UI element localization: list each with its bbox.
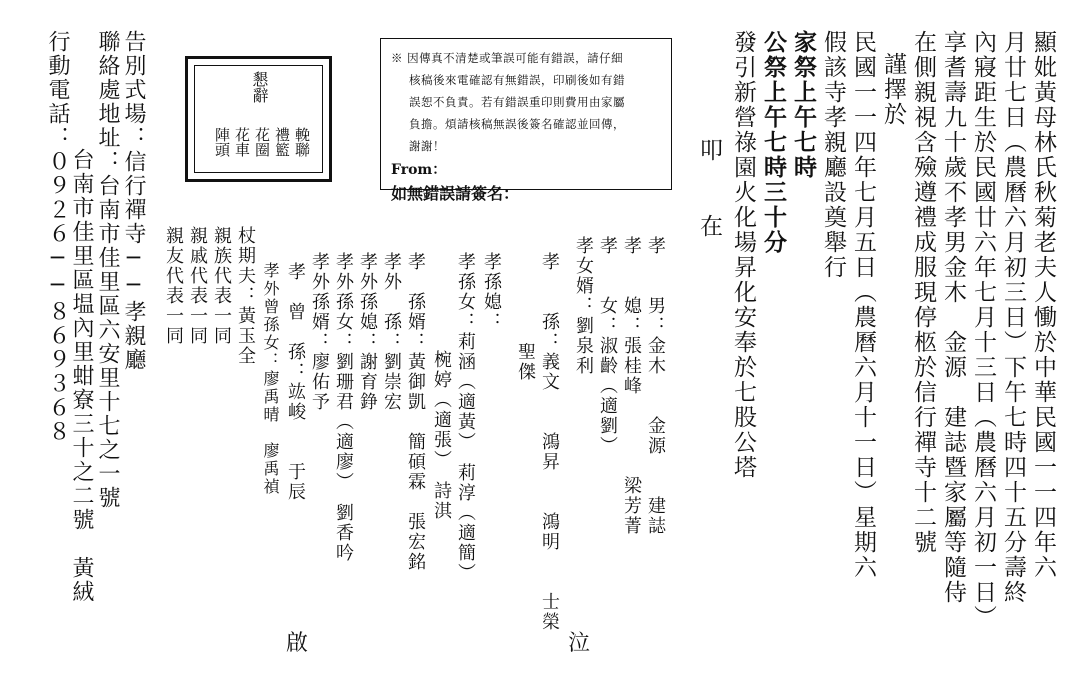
from-label: From：	[391, 162, 447, 178]
venue: 告別式場：信行禪寺──孝親廳	[121, 30, 146, 372]
notice-line: ※ 因傳真不清楚或筆誤可能有錯誤，請仔細	[391, 51, 624, 65]
mourner-great-grandsons: 孝 曾 孫：竑峻 于辰	[285, 262, 306, 502]
mourner-granddaughters-2: 椀婷（適張） 詩淇	[431, 350, 452, 521]
mourner-daughters-in-law: 孝 媳：張桂峰 梁芳菁	[621, 236, 642, 536]
decline-title: 懇辭	[250, 71, 269, 103]
mourner-ext-great-granddaughters: 孝外曾孫女：廖禹晴 廖禹禎	[261, 262, 280, 496]
decline-box	[185, 56, 332, 182]
main-text-col-6: 謹擇於	[880, 52, 906, 127]
address-line-1: 聯絡處地址：台南市佳里區六安里十七之一號	[95, 30, 120, 510]
public-rite-time: 公祭上午七時三十分	[760, 30, 787, 255]
qi-label: 泣	[568, 631, 591, 656]
main-text-col-1: 顯妣黃母林氏秋菊老夫人慟於中華民國一一四年六	[1030, 30, 1056, 580]
phone: 行動電話：０９２６──８６９３６８	[45, 30, 70, 444]
announcement-label: 啟	[286, 631, 309, 656]
mourner-grandsons: 孝 孫：義文 鴻昇 鴻明 士榮	[539, 252, 560, 632]
notice-line: 誤恕不負責。若有錯誤重印則費用由家屬	[409, 95, 625, 109]
proof-notice-box	[380, 38, 672, 203]
notice-line: 核稿後來電確認有無錯誤，印刷後如有錯	[409, 73, 625, 87]
address-line-2: 台南市佳里區塭內里蚶寮三十之二號 黃絨	[69, 148, 94, 604]
decline-item: 禮籃	[273, 127, 291, 157]
mourner-grandsons-2: 聖傑	[515, 342, 536, 382]
mourner-ext-grandsons: 孝外 孫：劉崇宏	[381, 252, 402, 412]
main-text-col-11: 發引新營祿園火化場昇化安奉於七股公塔	[730, 30, 756, 480]
mourner-granddaughters: 孝孫女：莉涵（適黃） 莉淳（適簡）	[455, 252, 476, 583]
clan-representatives: 親族代表一同	[211, 226, 232, 346]
decline-item: 陣頭	[213, 127, 231, 157]
notice-mark: ※	[391, 51, 403, 65]
family-rite-time: 家祭上午七時	[790, 30, 817, 180]
notice-line: 謝謝！	[409, 139, 445, 153]
relative-representatives: 親戚代表一同	[187, 226, 208, 346]
decline-item: 花車	[233, 127, 251, 157]
mourner-ext-grand-sil: 孝外孫婿：廖佑予	[309, 252, 330, 412]
decline-item: 花圈	[253, 127, 271, 157]
decline-item: 輓聯	[293, 127, 311, 157]
staff-husband: 杖期夫：黃玉全	[235, 226, 256, 366]
mourner-daughter: 孝 女：淑齡（適劉）	[597, 236, 618, 456]
signature-label: 如無錯誤請簽名：	[391, 184, 520, 203]
main-text-col-5: 在側親視含殮遵禮成服現停柩於信行禪寺十二號	[910, 30, 936, 555]
mourner-grand-dil: 孝孫媳：	[481, 252, 502, 332]
main-text-col-2: 月廿七日（農曆六月初三日）下午七時四十五分壽終	[1000, 30, 1026, 605]
main-text-col-4: 享耆壽九十歲不孝男金木 金源 建誌暨家屬等隨侍	[940, 30, 966, 605]
main-text-col-3: 內寢距生於民國廿六年七月十三日（農曆六月初一日）	[970, 30, 996, 630]
mourner-son-in-law: 孝女婿：劉泉利	[573, 236, 594, 376]
mourner-sons: 孝 男：金木 金源 建誌	[645, 236, 666, 536]
mourner-ext-grand-dil: 孝外孫媳：謝育錚	[357, 252, 378, 412]
friend-representatives: 親友代表一同	[163, 226, 184, 346]
main-text-col-8: 假該寺孝親廳設奠舉行	[820, 30, 846, 280]
zai-label: 在	[696, 214, 722, 239]
notice-line: 負擔。煩請核稿無誤後簽名確認並回傳，	[409, 117, 625, 131]
mourner-ext-granddaughter: 孝外孫女：劉珊君（適廖） 劉香吟	[333, 252, 354, 563]
mourner-grand-sil: 孝 孫婿：黃御凱 簡碩霖 張宏銘	[405, 252, 426, 572]
kou-label: 叩	[696, 138, 722, 163]
main-text-col-7: 民國一一四年七月五日（農曆六月十一日）星期六	[850, 30, 876, 580]
